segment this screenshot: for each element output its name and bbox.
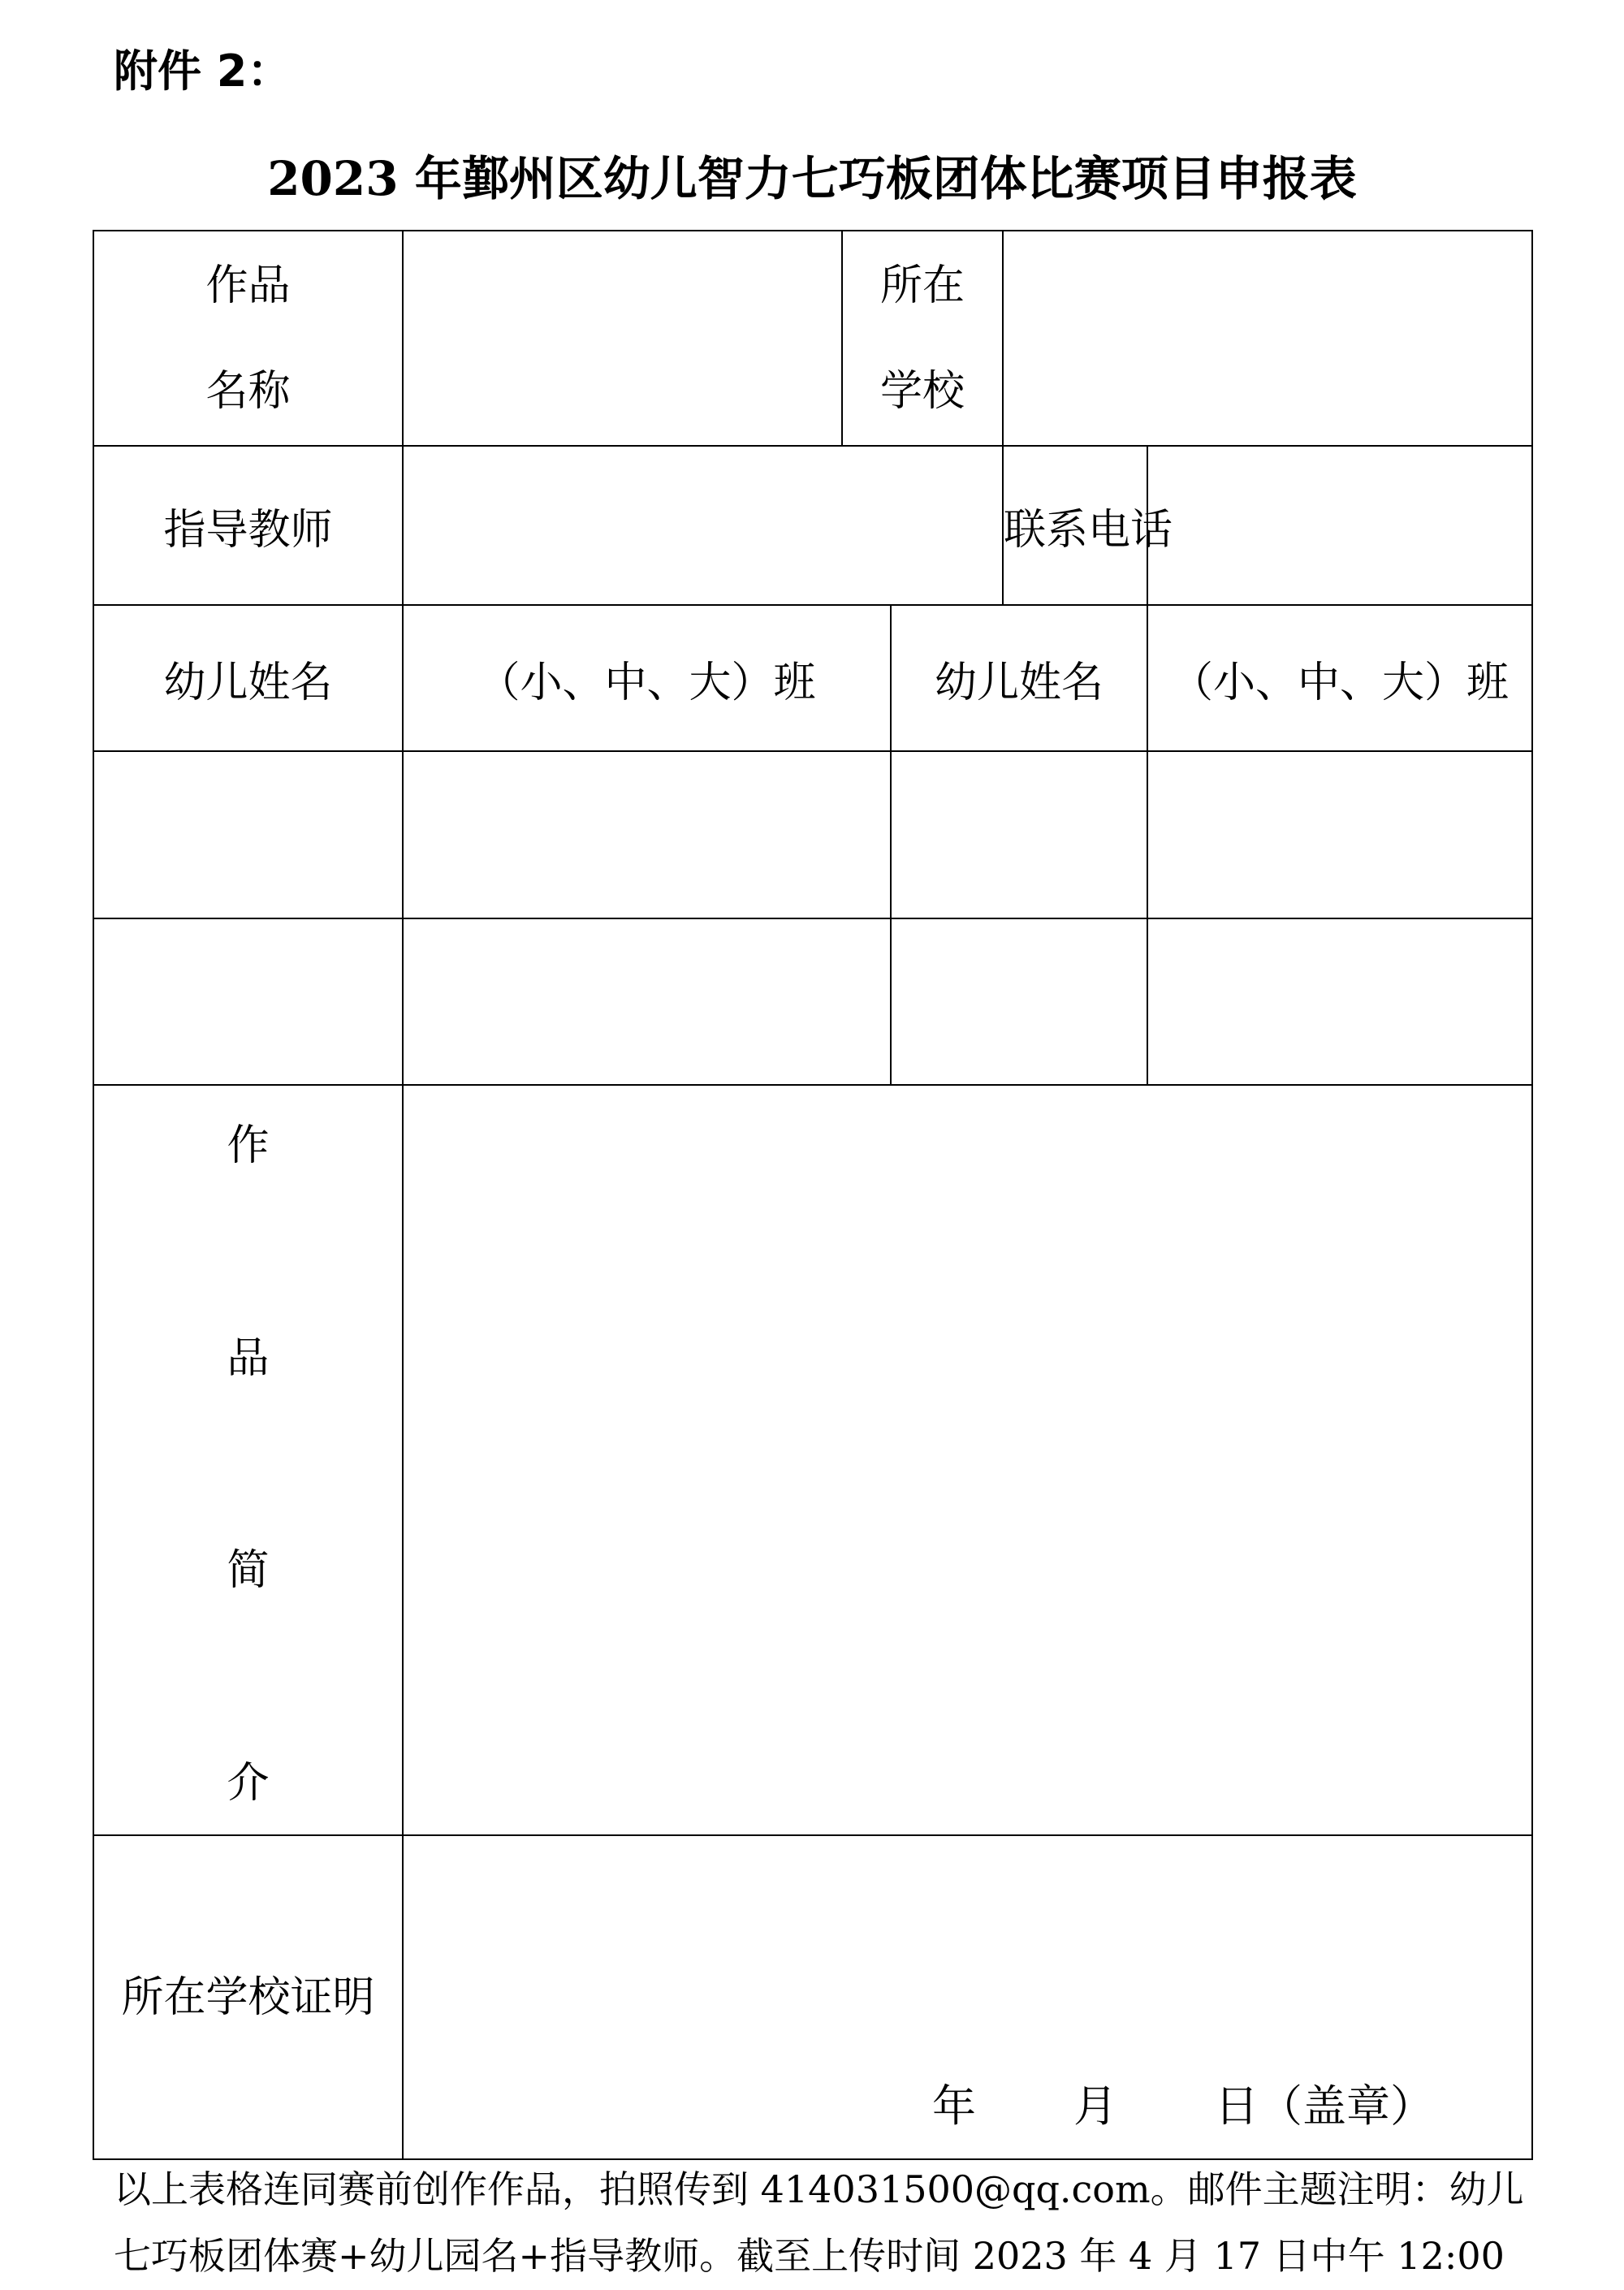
page-title: 2023 年鄞州区幼儿智力七巧板团体比赛项目申报表 — [267, 151, 1357, 206]
work-name-label — [93, 231, 403, 446]
child-name-header-1: 幼儿姓名 — [93, 605, 403, 751]
work-name-field[interactable] — [403, 231, 842, 446]
teacher-field[interactable] — [403, 446, 1003, 605]
class-header-1: （小、中、大）班 — [403, 605, 891, 751]
attachment-label: 附件 2： — [114, 45, 292, 97]
school-label-line-2: 学校 — [880, 366, 965, 416]
work-brief-char: 作 — [227, 1121, 270, 1170]
work-brief-label — [93, 1085, 403, 1835]
work-brief-field[interactable] — [403, 1085, 1532, 1835]
child-name-field[interactable] — [93, 918, 403, 1085]
work-brief-char: 品 — [227, 1333, 270, 1383]
school-cert-field[interactable] — [403, 1835, 1532, 2159]
work-brief-char: 简 — [227, 1546, 270, 1596]
stamp-date-line — [932, 2072, 1434, 2134]
table-row — [93, 751, 1532, 918]
child-class-field[interactable] — [403, 751, 891, 918]
row-work-name — [93, 231, 1532, 446]
table-row — [93, 918, 1532, 1085]
row-teacher — [93, 446, 1532, 605]
child-name-field[interactable] — [891, 751, 1147, 918]
teacher-label: 指导教师 — [93, 446, 403, 605]
child-name-field[interactable] — [93, 751, 403, 918]
row-school-cert — [93, 1835, 1532, 2159]
phone-label: 联系电话 — [1003, 446, 1147, 605]
child-class-field[interactable] — [1147, 751, 1532, 918]
date-month-label: 月 — [1073, 2080, 1118, 2132]
school-cert-label-text: 所在学校证明 — [121, 1972, 375, 2022]
date-day-label: 日（盖章） — [1215, 2080, 1435, 2132]
class-header-2: （小、中、大）班 — [1147, 605, 1532, 751]
date-year-label: 年 — [932, 2080, 977, 2132]
work-name-label-line-1: 作品 — [205, 261, 291, 310]
school-field[interactable] — [1003, 231, 1532, 446]
row-work-brief — [93, 1085, 1532, 1835]
child-name-header-2: 幼儿姓名 — [891, 605, 1147, 751]
work-brief-char: 介 — [227, 1758, 270, 1808]
child-class-field[interactable] — [1147, 918, 1532, 1085]
footnote: 以上表格连同赛前创作作品，拍照传到 414031500@qq.com。邮件主题注明：幼儿七巧板团体赛+幼儿园名+指导教师。截至上传时间 2023 年 4 月 17 日中午 12:00 — [114, 2167, 1524, 2278]
work-name-label-line-2: 名称 — [205, 366, 291, 416]
school-label — [842, 231, 1003, 446]
child-class-field[interactable] — [403, 918, 891, 1085]
phone-field[interactable] — [1147, 446, 1532, 605]
school-cert-label — [93, 1835, 403, 2159]
school-label-line-1: 所在 — [880, 261, 965, 310]
child-name-field[interactable] — [891, 918, 1147, 1085]
row-children-header — [93, 605, 1532, 751]
application-form-table — [93, 230, 1533, 2160]
